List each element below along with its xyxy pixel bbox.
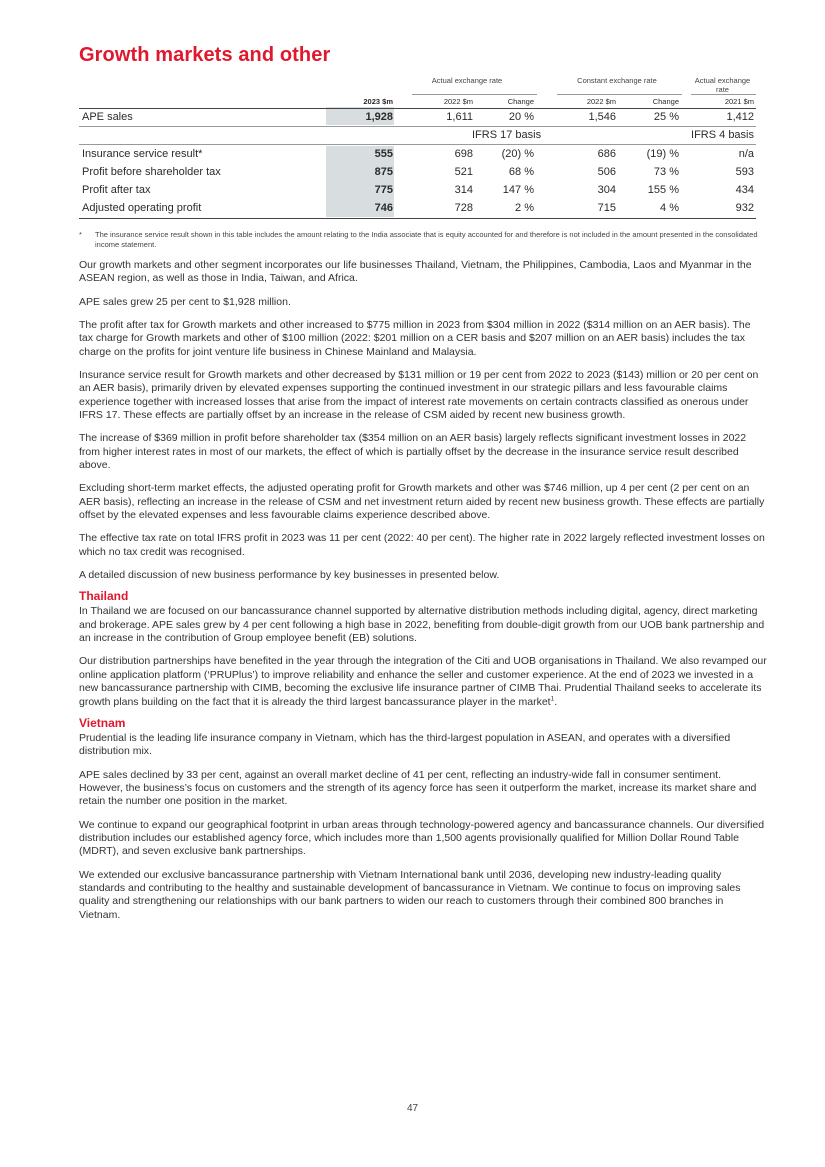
cell-change-aer: (20) %	[501, 148, 534, 160]
col-header-change-cer: Change	[652, 97, 679, 106]
table-row	[79, 163, 756, 181]
header-constant-exchange-rate: Constant exchange rate	[577, 76, 657, 85]
col-header-2022-aer: 2022 $m	[443, 97, 473, 106]
paragraph-text: Our distribution partnerships have benefited in the year through the integration of the Citi and UOB organisations in Thailand. We also revamped our online application platform (‘PRUPlus’) to improve reliability and enhance the seller and customer experience. At the end of 2023 we invested in a new bancassurance partnership with CIMB, becoming the exclusive life insurance partner of CIMB Thai. Prudential Thailand seeks to accelerate its growth plans building on the fact that it is already the third largest bancassurance player in the market	[79, 655, 767, 708]
col-header-2021: 2021 $m	[724, 97, 754, 106]
paragraph: A detailed discussion of new business performance by key businesses in presented below.	[79, 568, 500, 581]
row-label: Profit after tax	[82, 184, 151, 196]
paragraph: The effective tax rate on total IFRS profit in 2023 was 11 per cent (2022: 40 per cent). The higher rate in 2022 largely reflected investment losses on which no tax credit was recognised.	[79, 532, 765, 558]
ifrs4-basis-label: IFRS 4 basis	[691, 129, 754, 141]
cell-2023: 775	[374, 184, 393, 196]
cell-change-aer: 2 %	[515, 202, 534, 214]
col-header-2023: 2023 $m	[363, 97, 393, 106]
paragraph: Prudential is the leading life insurance company in Vietnam, which has the third-largest population in ASEAN, and operates with a diversified distribution mix.	[79, 731, 731, 758]
page-title: Growth markets and other	[79, 44, 331, 66]
page-number: 47	[406, 1103, 419, 1114]
row-label: APE sales	[82, 111, 133, 123]
cell-2022-aer: 1,611	[446, 111, 473, 123]
cell-2022-cer: 686	[597, 148, 616, 160]
ifrs17-basis-label: IFRS 17 basis	[472, 129, 542, 141]
cell-2021: 434	[735, 184, 754, 196]
header-actual-exchange-rate-2021: Actual exchange rate	[694, 76, 751, 94]
table-row	[79, 199, 756, 217]
table-row	[79, 108, 756, 126]
body-text	[79, 259, 767, 932]
paragraph: Our growth markets and other segment incorporates our life businesses Thailand, Vietnam, the Philippines, Cambodia, Laos and Myanmar in the ASEAN region, as well as those in India, Taiwan, and Africa.	[79, 259, 752, 285]
cell-2023: 555	[374, 148, 393, 160]
cell-change-aer: 20 %	[508, 111, 534, 123]
cell-change-cer: 25 %	[653, 111, 679, 123]
footnote-reference: 1	[550, 695, 555, 703]
cell-change-aer: 68 %	[508, 166, 534, 178]
col-header-change-aer: Change	[507, 97, 534, 106]
paragraph: The increase of $369 million in profit before shareholder tax ($354 million on an AER basis) largely reflects significant investment losses in 2022 from higher interest rates in most of our markets, the effect of which is partially offset by the decrease in the insurance service result described above.	[79, 432, 747, 472]
paragraph: APE sales grew 25 per cent to $1,928 million.	[79, 295, 291, 308]
cell-2021: n/a	[738, 148, 754, 160]
cell-2022-aer: 314	[454, 184, 473, 196]
paragraph: In Thailand we are focused on our bancassurance channel supported by alternative distribution methods including digital, agency, direct marketing and brokerage. APE sales grew by 4 per cent following a high base in 2022, benefiting from double-digit growth from our UOB bank partnership and an increase in the contribution of Group employee benefit (EB) solutions.	[79, 605, 765, 645]
row-label: Profit before shareholder tax	[82, 166, 221, 178]
basis-row	[79, 127, 756, 144]
row-label: Insurance service result*	[82, 148, 203, 160]
cell-change-cer: (19) %	[646, 148, 679, 160]
cell-2022-cer: 506	[597, 166, 616, 178]
cell-2022-aer: 698	[454, 148, 473, 160]
cell-change-cer: 73 %	[653, 166, 679, 178]
paragraph: We extended our exclusive bancassurance partnership with Vietnam International bank until 2036, developing new industry-leading quality standards and contributing to the healthy and sustainable development of bancassurance in Vietnam. We continue to focus on improving sales quality and strengthening our relationships with our bank partners to widen our reach to customers through their combined 800 branches in Vietnam.	[79, 868, 741, 921]
cell-2022-cer: 304	[597, 184, 616, 196]
col-header-2022-cer: 2022 $m	[586, 97, 616, 106]
section-heading-thailand: Thailand	[79, 589, 129, 604]
paragraph: The profit after tax for Growth markets and other increased to $775 million in 2023 from $304 million in 2022 ($314 million on an AER basis). The tax charge for Growth markets and other of $100 million (2022: $201 million on a CER basis and $207 million on an AER basis) includes the tax charge on the profits for joint venture life business in Chinese Mainland and Malaysia.	[79, 318, 751, 358]
section-heading-vietnam: Vietnam	[79, 715, 126, 730]
cell-2022-aer: 521	[454, 166, 473, 178]
cell-2021: 1,412	[726, 111, 754, 123]
column-header-row	[79, 95, 756, 109]
cell-change-cer: 155 %	[647, 184, 679, 196]
footnote	[79, 230, 767, 249]
cell-2022-cer: 715	[597, 202, 616, 214]
table-row	[79, 145, 756, 163]
cell-2022-cer: 1,546	[588, 111, 616, 123]
table-row	[79, 181, 756, 199]
paragraph: Insurance service result for Growth markets and other decreased by $131 million or 19 per cent from 2022 to 2023 ($143) million or 20 per cent on an AER basis), primarily driven by elevated expenses supporting the continued investment in our strategic pillars and less favourable claims experience together with increased losses that arise from the impact of interest rate movements on certain contracts classified as onerous under IFRS 17. These effects are partially offset by an increase in the release of CSM aided by recent new business growth.	[79, 368, 759, 422]
paragraph-end: .	[554, 695, 558, 708]
paragraph	[79, 655, 767, 709]
footnote-marker: *	[79, 230, 82, 239]
cell-2022-aer: 728	[454, 202, 473, 214]
header-actual-exchange-rate: Actual exchange rate	[431, 76, 503, 85]
cell-change-aer: 147 %	[502, 184, 534, 196]
paragraph: Excluding short-term market effects, the adjusted operating profit for Growth markets and other was $746 million, up 4 per cent (2 per cent on an AER basis), reflecting an increase in the release of CSM and net investment return aided by recent new business growth. These effects are partially offset by the elevated expenses and less favourable claims experience described above.	[79, 482, 765, 522]
cell-change-cer: 4 %	[660, 202, 679, 214]
paragraph: We continue to expand our geographical footprint in urban areas through technology-powered agency and bancassurance channels. Our diversified distribution includes our established agency force, which includes more than 1,500 agents provisionally qualified for Million Dollar Round Table (MDRT), and seven exclusive bank partnerships.	[79, 818, 765, 858]
cell-2021: 932	[735, 202, 754, 214]
cell-2021: 593	[735, 166, 754, 178]
row-label: Adjusted operating profit	[82, 202, 202, 214]
paragraph: APE sales declined by 33 per cent, against an overall market decline of 41 per cent, reflecting an industry-wide fall in consumer sentiment. However, the business’s focus on customers and the strength of its agency force has seen it outperform the market, increase its market share and retain the number one position in the market.	[79, 768, 757, 808]
cell-2023: 746	[374, 202, 393, 214]
cell-2023: 875	[374, 166, 393, 178]
cell-2023: 1,928	[365, 111, 393, 123]
footnote-text: The insurance service result shown in this table includes the amount relating to the India associate that is equity accounted for and therefore is not included in the amount presented in the consolidated income statement.	[95, 230, 758, 249]
